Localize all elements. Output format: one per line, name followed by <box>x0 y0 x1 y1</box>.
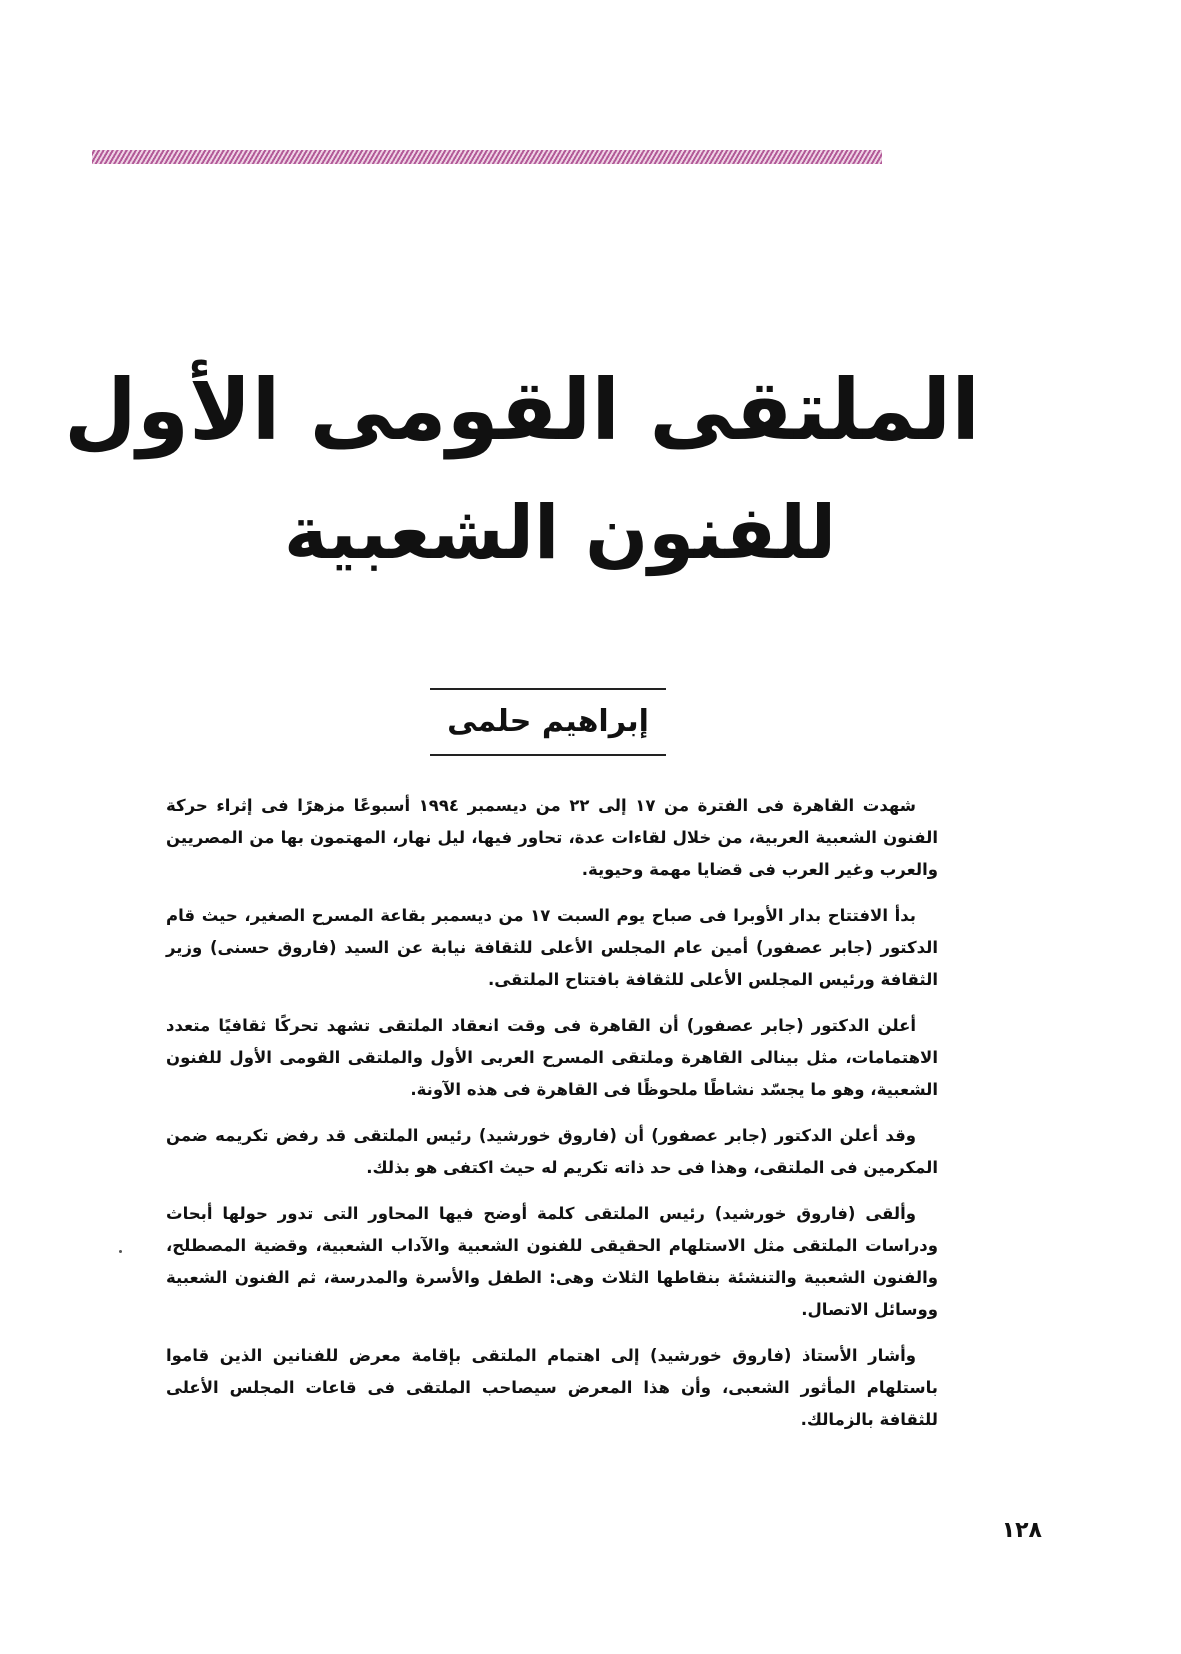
paragraph-3: أعلن الدكتور (جابر عصفور) أن القاهرة فى وقت انعقاد الملتقى تشهد تحركًا ثقافيًا متعدد الاهتمامات، مثل بينالى القاهرة وملتقى المسرح العربى الأول والملتقى القومى الأول للفنون الشعبية، وهو ما يجسّد نشاطًا ملحوظًا فى القاهرة فى هذه الآونة. <box>166 1016 938 1099</box>
paragraph-1: شهدت القاهرة فى الفترة من ١٧ إلى ٢٢ من ديسمبر ١٩٩٤ أسبوعًا مزهرًا فى إثراء حركة الفنون الشعبية العربية، من خلال لقاءات عدة، تحاور فيها، ليل نهار، المهتمون بها من المصريين والعرب وغير العرب فى قضايا مهمة وحيوية. <box>166 796 938 879</box>
title-line-1: الملتقى القومى الأول <box>63 361 980 459</box>
page-number: ١٢٨ <box>1001 1518 1042 1543</box>
author-bottom-rule <box>430 754 666 756</box>
scan-speck <box>119 1250 122 1253</box>
paragraph-4: وقد أعلن الدكتور (جابر عصفور) أن (فاروق خورشيد) رئيس الملتقى قد رفض تكريمه ضمن المكرمين فى الملتقى، وهذا فى حد ذاته تكريم له حيث اكتفى هو بذلك. <box>166 1126 938 1177</box>
title-line-2: للفنون الشعبية <box>283 490 837 576</box>
decorative-hatched-rule <box>92 150 882 164</box>
article-title <box>63 350 980 588</box>
paragraph-2: بدأ الافتتاح بدار الأوبرا فى صباح يوم السبت ١٧ من ديسمبر بقاعة المسرح الصغير، حيث قام الدكتور (جابر عصفور) أمين عام المجلس الأعلى للثقافة نيابة عن السيد (فاروق حسنى) وزير الثقافة ورئيس المجلس الأعلى للثقافة بافتتاح الملتقى. <box>166 906 938 989</box>
author-name: إبراهيم حلمى <box>447 704 649 739</box>
paragraph-6: وأشار الأستاذ (فاروق خورشيد) إلى اهتمام الملتقى بإقامة معرض للفنانين الذين قاموا باستلهام المأثور الشعبى، وأن هذا المعرض سيصاحب الملتقى فى قاعات المجلس الأعلى للثقافة بالزمالك. <box>166 1346 938 1429</box>
article-body <box>166 790 938 1450</box>
paragraph-5: وألقى (فاروق خورشيد) رئيس الملتقى كلمة أوضح فيها المحاور التى تدور حولها أبحاث ودراسات الملتقى مثل الاستلهام الحقيقى للفنون الشعبية والآداب الشعبية، وقضية المصطلح، والفنون الشعبية والتنشئة بنقاطها الثلاث وهى: الطفل والأسرة والمدرسة، ثم الفنون الشعبية ووسائل الاتصال. <box>166 1204 938 1319</box>
author-byline <box>430 688 666 756</box>
